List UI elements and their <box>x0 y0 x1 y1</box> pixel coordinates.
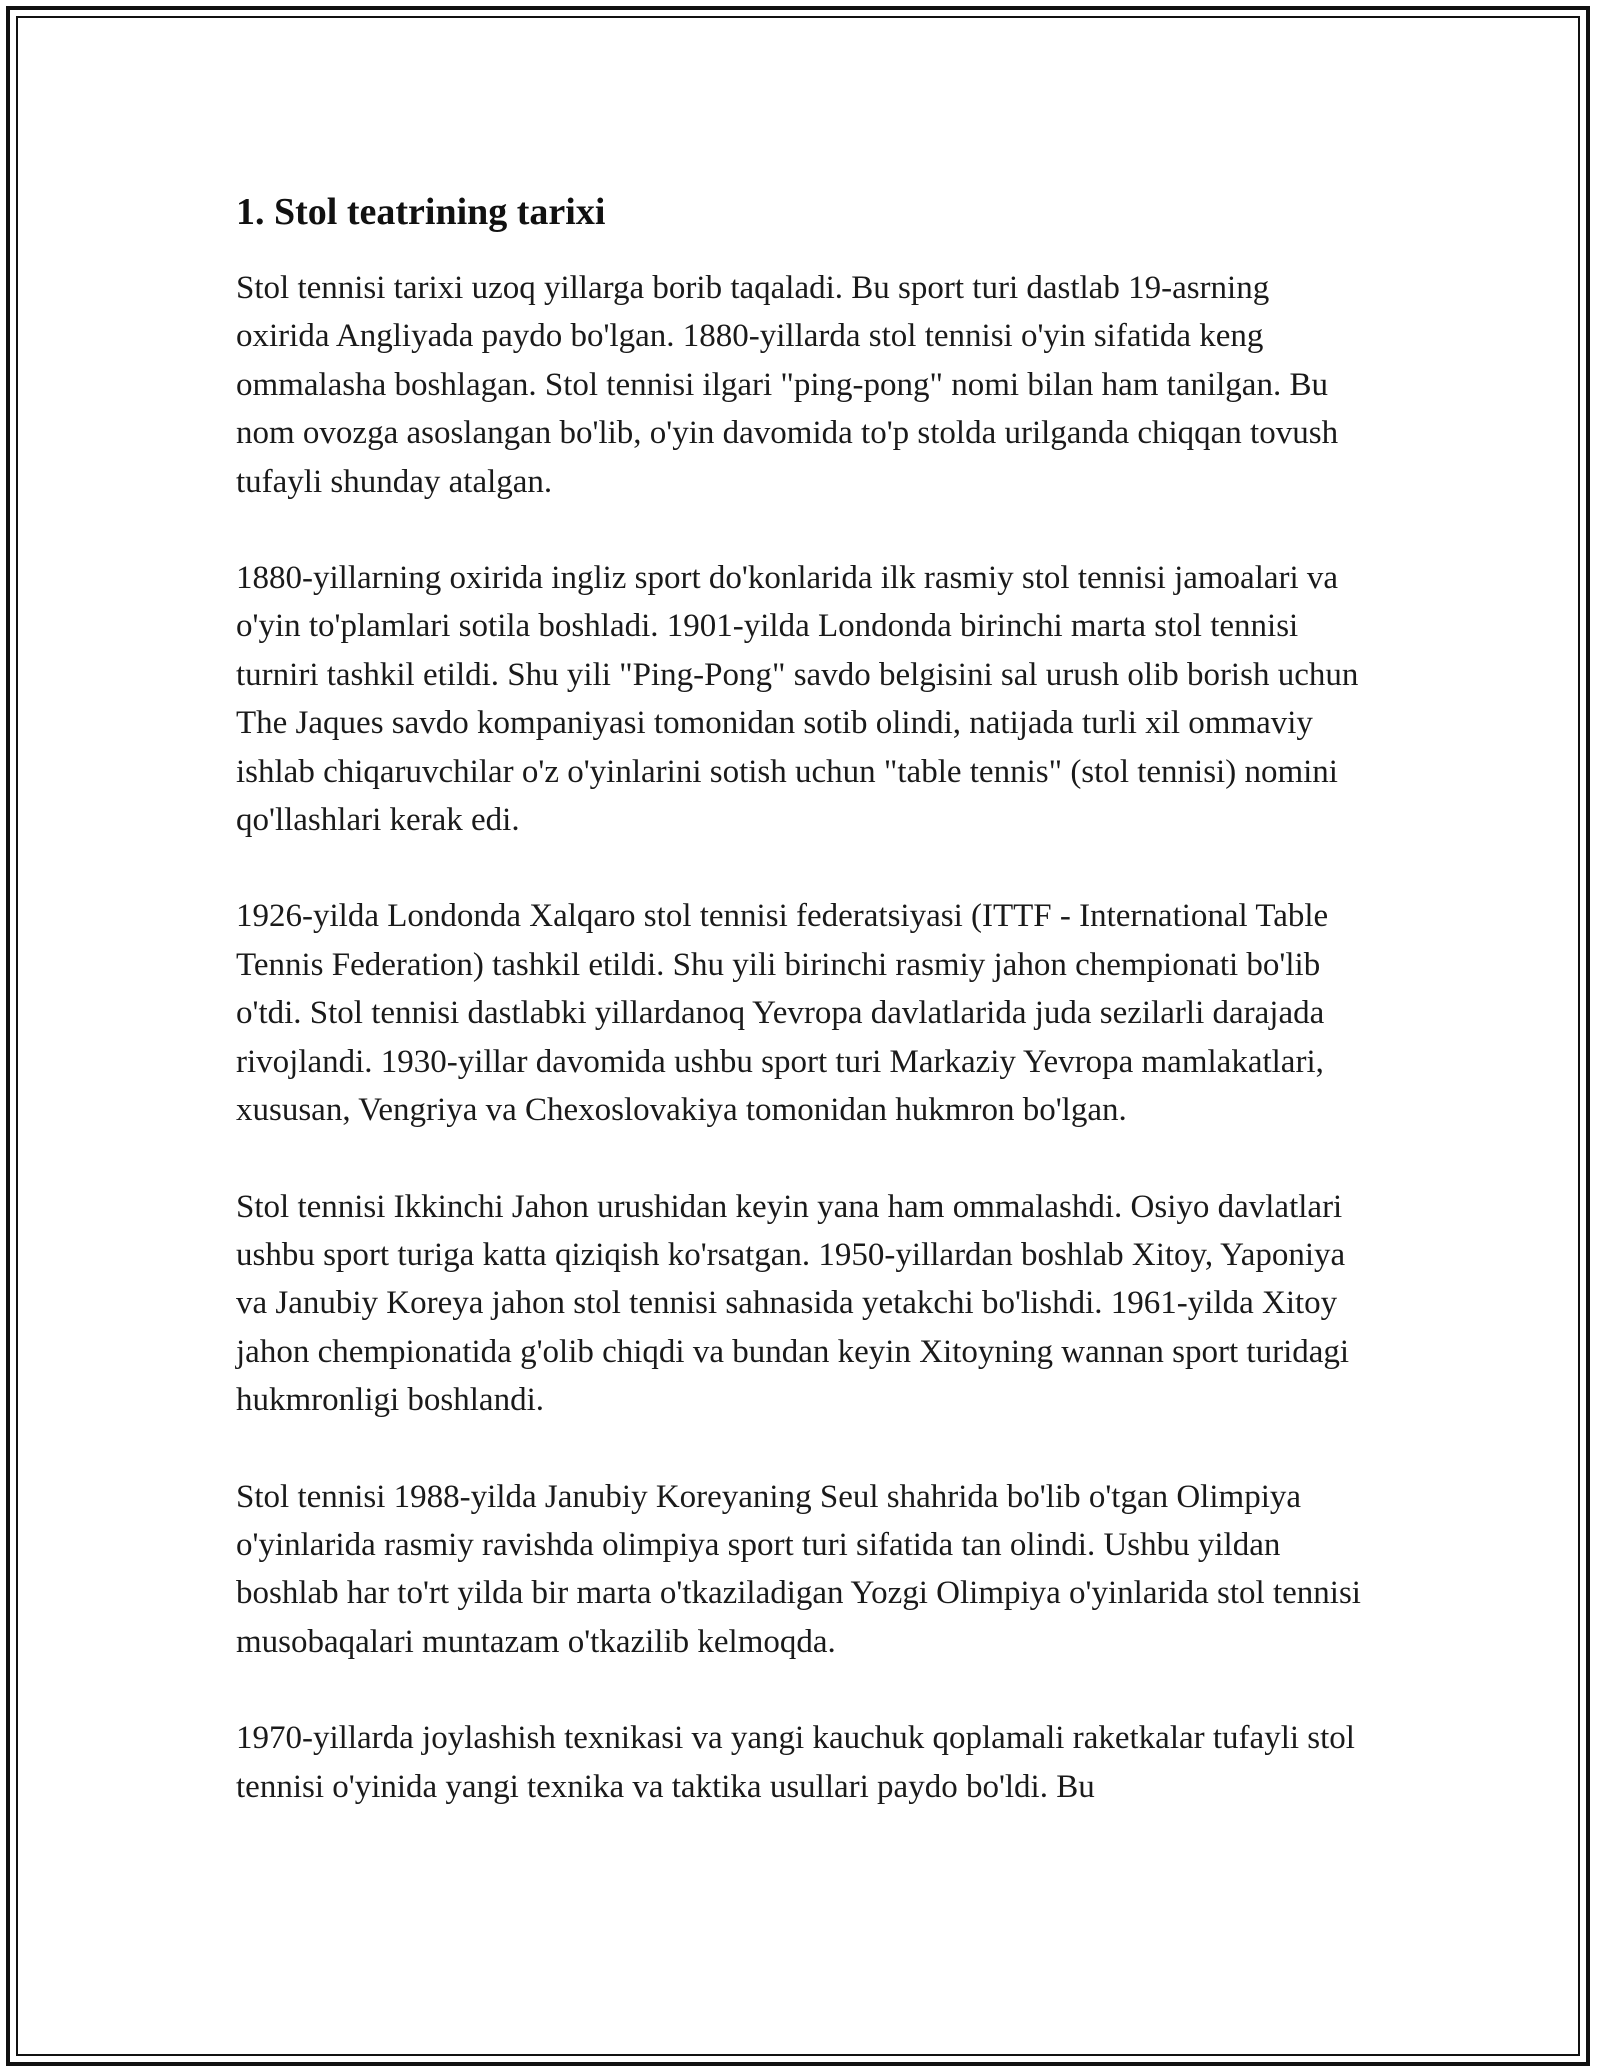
paragraph-1: Stol tennisi tarixi uzoq yillarga borib taqaladi. Bu sport turi dastlab 19-asrning oxirida Angliyada paydo bo'lgan. 1880-yillarda stol tennisi o'yin sifatida keng ommalasha boshlagan. Stol tennisi ilgari "ping-pong" nomi bilan ham tanilgan. Bu nom ovozga asoslangan bo'lib, o'yin davomida to'p stolda urilganda chiqqan tovush tufayli shunday atalgan. <box>236 270 1339 500</box>
paragraph-3: 1926-yilda Londonda Xalqaro stol tennisi federatsiyasi (ITTF - International Table Tennis Federation) tashkil etildi. Shu yili birinchi rasmiy jahon chempionati bo'lib o'tdi. Stol tennisi dastlabki yillardanoq Yevropa davlatlarida juda sezilarli darajada rivojlandi. 1930-yillar davomida ushbu sport turi Markaziy Yevropa mamlakatlari, xususan, Vengriya va Chexoslovakiya tomonidan hukmron bo'lgan. <box>236 898 1329 1129</box>
paragraph-2: 1880-yillarning oxirida ingliz sport do'konlarida ilk rasmiy stol tennisi jamoalari va o'yin to'plamlari sotila boshladi. 1901-yilda Londonda birinchi marta stol tennisi turniri tashkil etildi. Shu yili "Ping-Pong" savdo belgisini sal urush olib borish uchun The Jaques savdo kompaniyasi tomonidan sotib olindi, natijada turli xil ommaviy ishlab chiqaruvchilar o'z o'yinlarini sotish uchun "table tennis" (stol tennisi) nomini qo'llashlari kerak edi. <box>236 560 1359 839</box>
document-body <box>236 188 1366 1811</box>
paragraph-4: Stol tennisi Ikkinchi Jahon urushidan keyin yana ham ommalashdi. Osiyo davlatlari ushbu sport turiga katta qiziqish ko'rsatgan. 1950-yillardan boshlab Xitoy, Yaponiya va Janubiy Koreya jahon stol tennisi sahnasida yetakchi bo'lishdi. 1961-yilda Xitoy jahon chempionatida g'olib chiqdi va bundan keyin Xitoyning wannan sport turidagi hukmronligi boshlandi. <box>236 1188 1350 1419</box>
paragraph-5: Stol tennisi 1988-yilda Janubiy Koreyaning Seul shahrida bo'lib o'tgan Olimpiya o'yinlarida rasmiy ravishda olimpiya sport turi sifatida tan olindi. Ushbu yildan boshlab har to'rt yilda bir marta o'tkaziladigan Yozgi Olimpiya o'yinlarida stol tennisi musobaqalari muntazam o'tkazilib kelmoqda. <box>236 1478 1361 1660</box>
paragraph-6: 1970-yillarda joylashish texnikasi va yangi kauchuk qoplamali raketkalar tufayli stol tennisi o'yinida yangi texnika va taktika usullari paydo bo'ldi. Bu <box>236 1720 1355 1805</box>
section-heading: 1. Stol teatrining tarixi <box>236 191 606 233</box>
